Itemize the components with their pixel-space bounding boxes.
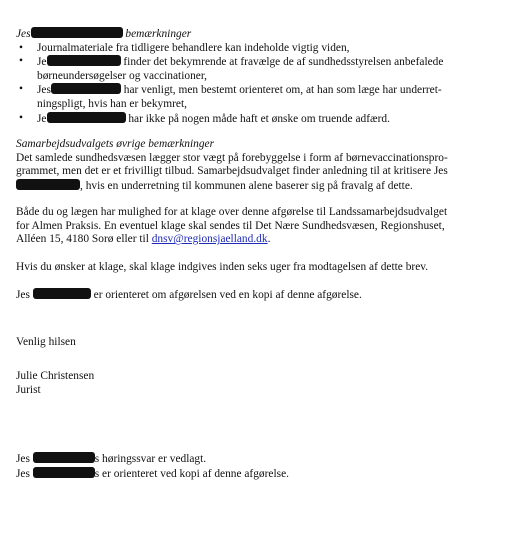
footer-notes — [16, 452, 521, 481]
paragraph-line: for Almen Praksis. En eventuel klage skal sendes til Det Nære Sundhedsvæsen, Regionshuset, — [16, 219, 445, 232]
remarks-list — [16, 42, 521, 127]
redaction-bar — [47, 55, 121, 66]
signer-name: Julie Christensen — [16, 370, 95, 382]
list-item-name-start: Je — [37, 56, 47, 69]
closing-greeting: Venlig hilsen — [16, 336, 76, 348]
footer-text: s høringssvar er vedlagt. — [94, 453, 207, 465]
list-item — [16, 55, 521, 83]
informed-paragraph — [16, 288, 521, 303]
section-committee-remarks — [16, 138, 521, 193]
bullet-icon: • — [19, 83, 23, 96]
footer-name-start: Jes — [16, 467, 30, 480]
list-item-text: har ikke på nogen måde haft et ønske om truende adfærd. — [128, 112, 390, 125]
redaction-bar — [47, 112, 126, 123]
redaction-bar — [16, 179, 80, 190]
heading-name-start: Jes — [16, 28, 31, 40]
email-link[interactable]: dnsv@regionsjaelland.dk — [151, 233, 268, 246]
signature-block — [16, 370, 521, 397]
list-item — [16, 42, 521, 56]
list-item-text: har venligt, men bestemt orienteret om, at han som læge har underret- — [123, 84, 442, 97]
bullet-icon: • — [19, 41, 23, 54]
bullet-icon: • — [19, 55, 23, 68]
paragraph-line: grammet, men det er et frivilligt tilbud. Samarbejdsudvalget finder anledning til at kritisere Jes — [16, 165, 448, 178]
section-doctor-remarks — [16, 27, 521, 126]
paragraph-line: , hvis en underretning til kommunen alene baserer sig på fravalg af dette. — [80, 179, 413, 192]
footer-line — [16, 467, 521, 482]
list-item-text: finder det bekymrende at fravælge de af sundhedsstyrelsen anbefalede — [123, 56, 444, 69]
footer-line — [16, 452, 521, 467]
redaction-bar — [33, 452, 95, 463]
deadline-paragraph: Hvis du ønsker at klage, skal klage indgives inden seks uger fra modtagelsen af dette brev. — [16, 261, 429, 273]
redaction-bar — [33, 288, 91, 299]
redaction-bar — [33, 467, 95, 478]
signer-title: Jurist — [16, 383, 41, 396]
paragraph-line: Det samlede sundhedsvæsen lægger stor vægt på forebyggelse i form af børnevaccinationspro- — [16, 151, 448, 164]
punctuation: . — [267, 233, 271, 246]
footer-text: s er orienteret ved kopi af denne afgørelse. — [94, 467, 289, 480]
list-item — [16, 83, 521, 111]
informed-text: er orienteret om afgørelsen ved en kopi af denne afgørelse. — [93, 289, 362, 301]
list-item-name-start: Je — [37, 112, 47, 125]
complaint-paragraph — [16, 206, 521, 247]
redaction-bar — [51, 83, 121, 94]
section-heading: Samarbejdsudvalgets øvrige bemærkninger — [16, 138, 215, 150]
informed-name-start: Jes — [16, 289, 30, 301]
list-item-text: ningspligt, hvis han er bekymret, — [37, 97, 187, 110]
paragraph-line: Både du og lægen har mulighed for at klage over denne afgørelse til Landssamarbejdsudvalget — [16, 206, 448, 218]
section-heading — [16, 27, 521, 42]
paragraph-line: Alléen 15, 4180 Sorø eller til — [16, 233, 149, 246]
bullet-icon: • — [19, 111, 23, 124]
list-item — [16, 112, 521, 127]
redaction-bar — [31, 27, 123, 38]
list-item-text: børneundersøgelser og vaccinationer, — [37, 69, 208, 82]
list-item-text: Journalmateriale fra tidligere behandlere kan indeholde vigtig viden, — [37, 41, 350, 54]
footer-name-start: Jes — [16, 453, 30, 465]
list-item-name-start: Jes — [37, 84, 51, 97]
heading-text: bemærkninger — [125, 28, 192, 40]
